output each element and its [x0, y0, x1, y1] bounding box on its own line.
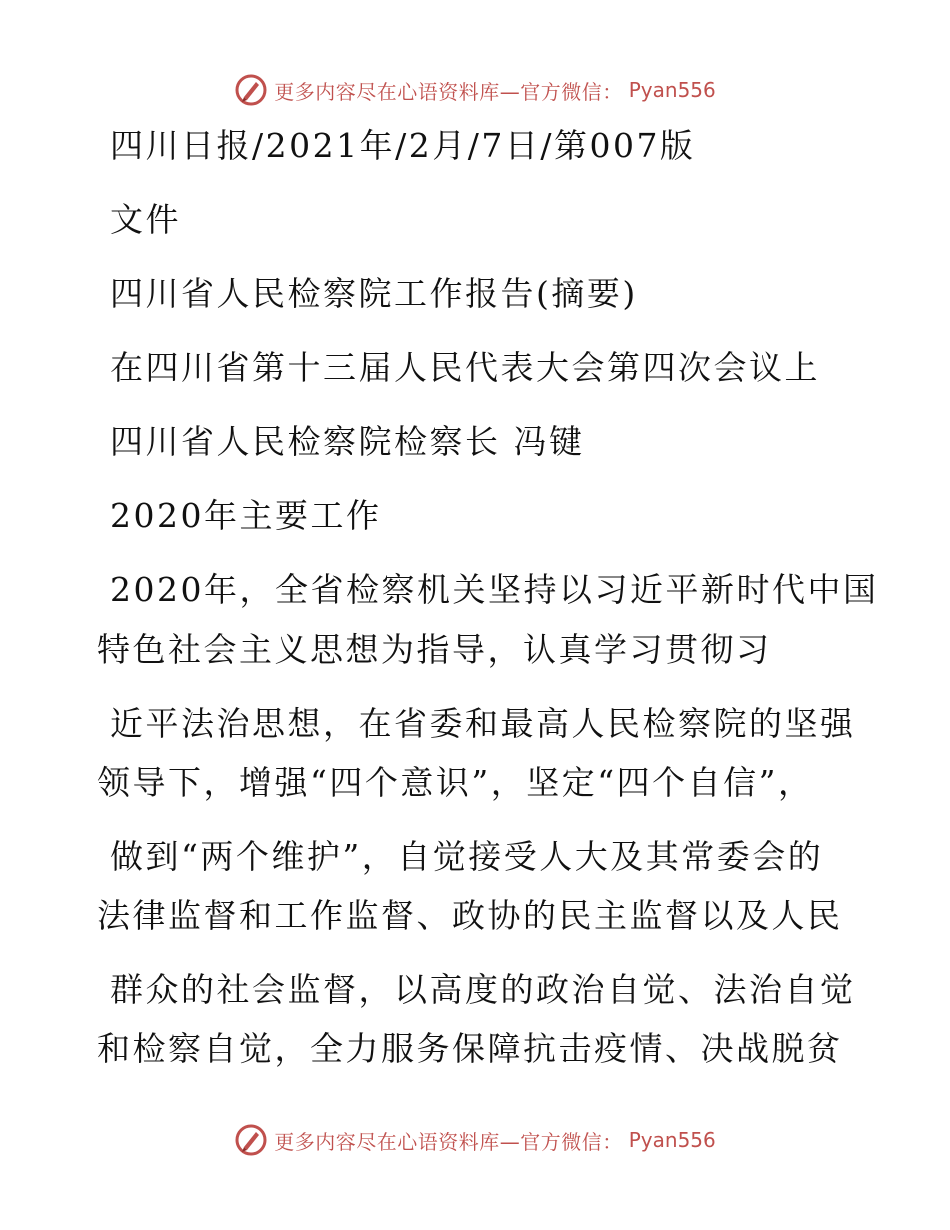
watermark-header	[0, 70, 950, 110]
paragraph-line: 群众的社会监督，以高度的政治自觉、法治自觉	[110, 970, 856, 1009]
watermark-wechat-id: Pyan556	[628, 78, 716, 102]
watermark-text: 更多内容尽在心语资料库—官方微信：	[274, 1129, 623, 1154]
paragraph-line: 做到“两个维护”，自觉接受人大及其常委会的	[110, 837, 824, 876]
author-line: 四川省人民检察院检察长 冯键	[110, 422, 585, 461]
watermark-wechat-id: Pyan556	[628, 1128, 716, 1152]
pen-logo-icon	[234, 1123, 268, 1157]
pen-logo-icon	[234, 73, 268, 107]
paragraph-line: 特色社会主义思想为指导，认真学习贯彻习	[97, 630, 772, 669]
section-heading: 2020年主要工作	[110, 496, 382, 535]
paragraph-line: 和检察自觉，全力服务保障抗击疫情、决战脱贫	[97, 1029, 843, 1068]
source-line: 四川日报/2021年/2月/7日/第007版	[110, 126, 696, 165]
paragraph-line: 2020年，全省检察机关坚持以习近平新时代中国	[110, 570, 879, 609]
report-title: 四川省人民检察院工作报告(摘要)	[110, 274, 638, 313]
paragraph-line: 法律监督和工作监督、政协的民主监督以及人民	[97, 896, 843, 935]
paragraph-line: 近平法治思想，在省委和最高人民检察院的坚强	[110, 704, 856, 743]
watermark-footer	[0, 1120, 950, 1160]
section-label: 文件	[110, 200, 181, 239]
meeting-line: 在四川省第十三届人民代表大会第四次会议上	[110, 348, 820, 387]
paragraph-line: 领导下，增强“四个意识”，坚定“四个自信”，	[97, 763, 814, 802]
watermark-text: 更多内容尽在心语资料库—官方微信：	[274, 79, 623, 104]
